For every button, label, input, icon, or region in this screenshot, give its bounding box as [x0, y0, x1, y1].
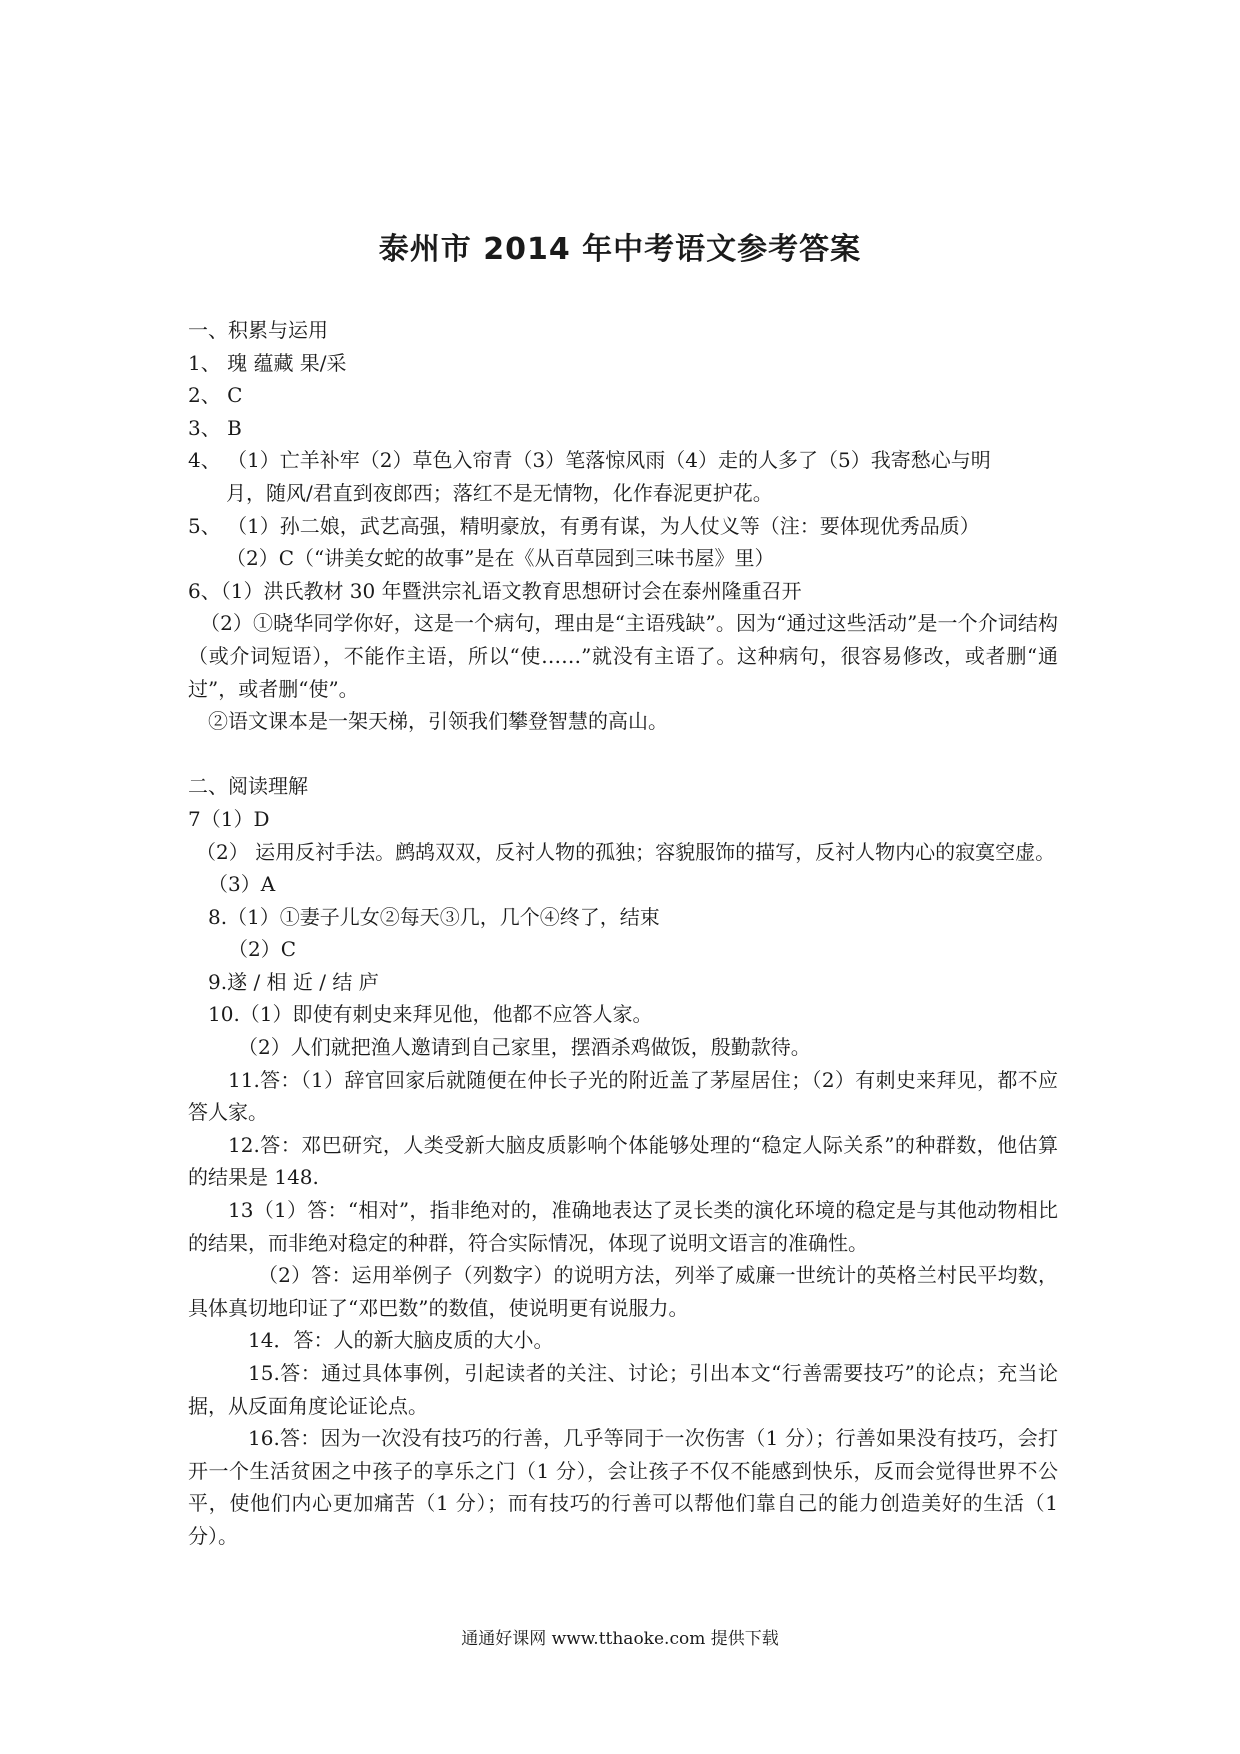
answer-content [188, 314, 1058, 1553]
answer-q14: 14．答：人的新大脑皮质的大小。 [248, 1328, 554, 1353]
answer-q3: 3、 B [188, 415, 242, 440]
answer-q6-part2-a: （2）①晓华同学你好，这是一个病句，理由是“主语残缺”。因为“通过这些活动”是一个介词结构（或介词短语），不能作主语，所以“使……”就没有主语了。这种病句，很容易修改，或者删“通过”，或者删“使”。 [188, 611, 1058, 701]
answer-q4-line1: 4、 （1）亡羊补牢（2）草色入帘青（3）笔落惊风雨（4）走的人多了（5）我寄愁心与明 [188, 448, 991, 473]
answer-q8-2: （2）C [228, 937, 297, 962]
answer-q6-line1: 6、（1）洪氏教材 30 年暨洪宗礼语文教育思想研讨会在泰州隆重召开 [188, 578, 802, 603]
answer-q2: 2、 C [188, 383, 243, 408]
answer-q8-1: 8.（1）①妻子儿女②每天③几，几个④终了，结束 [208, 904, 660, 929]
answer-q16: 16.答：因为一次没有技巧的行善，几乎等同于一次伤害（1 分）；行善如果没有技巧，会打开一个生活贫困之中孩子的享乐之门（1 分），会让孩子不仅不能感到快乐，反而会觉得世界不公平，使他们内心更加痛苦（1 分）；而有技巧的行善可以帮他们靠自己的能力创造美好的生活（1 分）。 [188, 1426, 1058, 1548]
answer-q11: 11.答：（1）辞官回家后就随便在仲长子光的附近盖了茅屋居住；（2）有刺史来拜见，都不应答人家。 [188, 1067, 1058, 1125]
section-heading-accumulation: 一、积累与运用 [188, 318, 328, 342]
answer-q4-line2: 月，随风/君直到夜郎西；落红不是无情物，化作春泥更护花。 [226, 480, 773, 505]
section-spacer [188, 738, 1058, 771]
answer-q7-1: 7（1）D [188, 806, 270, 831]
answer-q6-part2-b: ②语文课本是一架天梯，引领我们攀登智慧的高山。 [208, 709, 668, 734]
answer-q12: 12.答：邓巴研究，人类受新大脑皮质影响个体能够处理的“稳定人际关系”的种群数，他估算的结果是 148. [188, 1132, 1058, 1190]
answer-q15: 15.答：通过具体事例，引起读者的关注、讨论；引出本文“行善需要技巧”的论点；充当论据，从反面角度论证论点。 [188, 1361, 1058, 1418]
answer-q10-1: 10.（1）即使有刺史来拜见他，他都不应答人家。 [208, 1002, 653, 1027]
page-title: 泰州市 2014 年中考语文参考答案 [378, 232, 862, 267]
footer-download-note: 通通好课网 www.tthaoke.com 提供下载 [461, 1629, 779, 1649]
answer-q10-2: （2）人们就把渔人邀请到自己家里，摆酒杀鸡做饭，殷勤款待。 [238, 1035, 811, 1060]
answer-q5-line2: （2）C（“讲美女蛇的故事”是在《从百草园到三味书屋》里） [226, 546, 775, 571]
answer-q13-2: （2）答：运用举例子（列数字）的说明方法，列举了威廉一世统计的英格兰村民平均数，具体真切地印证了“邓巴数”的数值，使说明更有说服力。 [188, 1263, 1058, 1320]
answer-q9: 9.遂 / 相 近 / 结 庐 [208, 969, 379, 994]
answer-q1: 1、 瑰 蕴藏 果/采 [188, 350, 347, 375]
answer-q7-3: （3）A [208, 872, 276, 897]
answer-q13-1: 13（1）答：“相对”，指非绝对的，准确地表达了灵长类的演化环境的稳定是与其他动物相比的结果，而非绝对稳定的种群，符合实际情况，体现了说明文语言的准确性。 [188, 1198, 1058, 1255]
answer-q7-2: （2） 运用反衬手法。鹧鸪双双，反衬人物的孤独；容貌服饰的描写，反衬人物内心的寂寞空虚。 [196, 839, 1056, 864]
answer-q5-line1: 5、 （1）孙二娘，武艺高强，精明豪放，有勇有谋，为人仗义等（注：要体现优秀品质） [188, 513, 980, 538]
section-heading-reading: 二、阅读理解 [188, 774, 308, 799]
